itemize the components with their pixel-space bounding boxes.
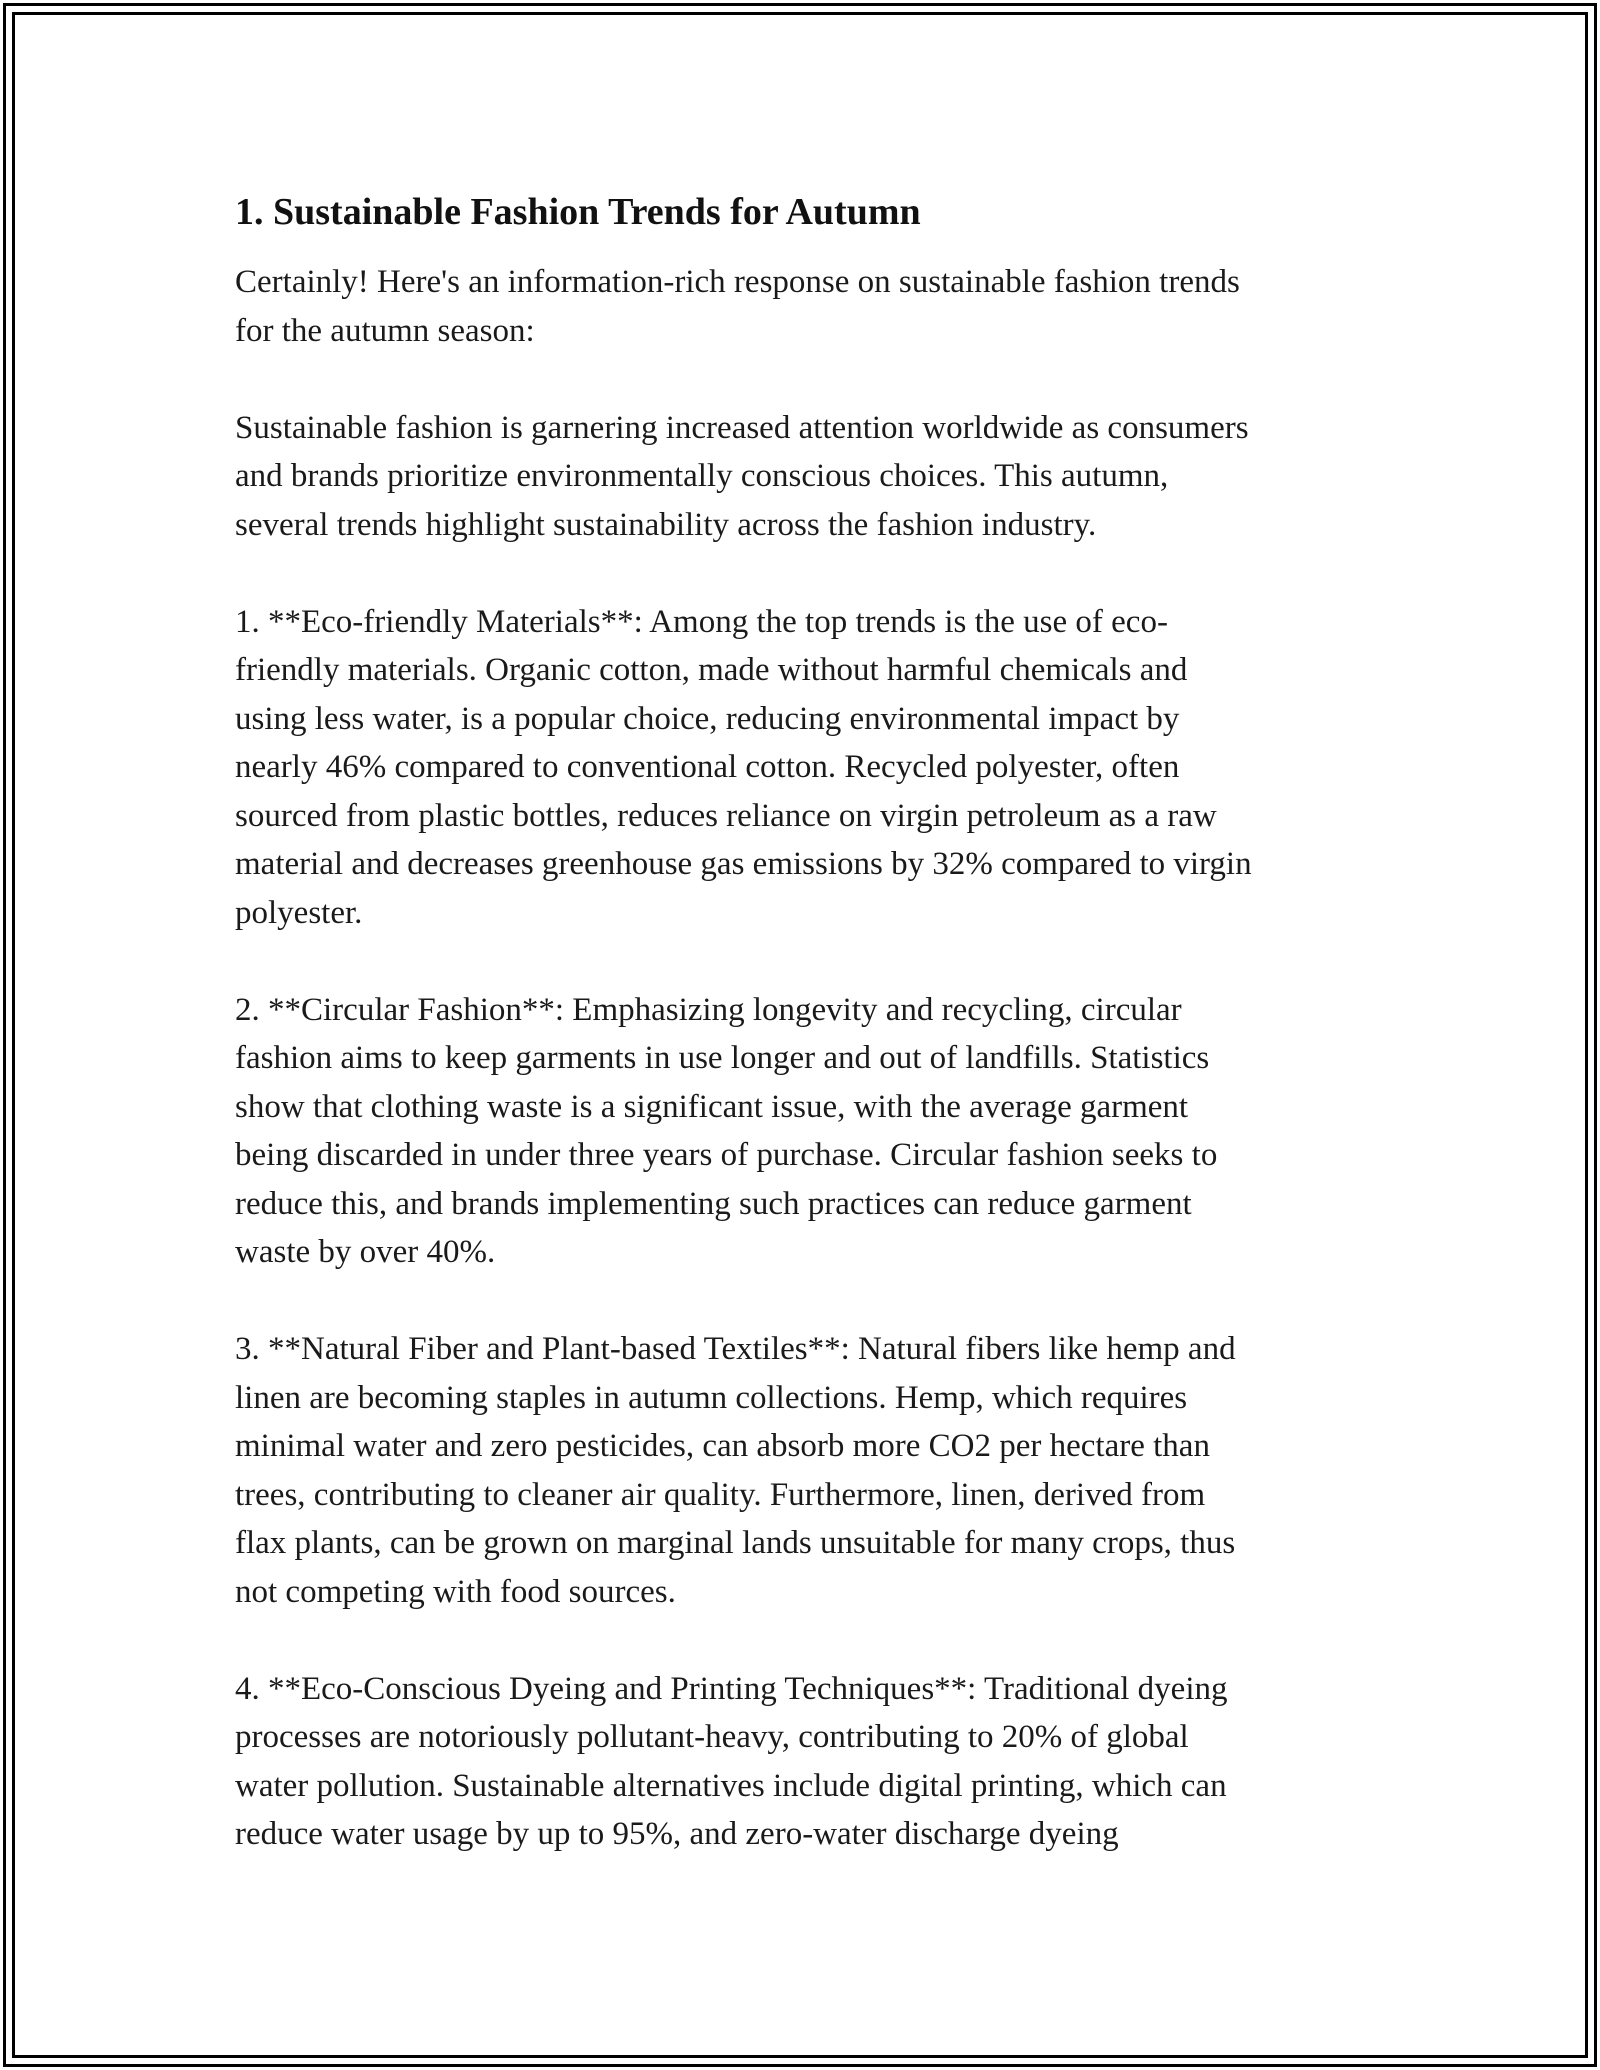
document-body xyxy=(235,186,1365,1859)
intro-paragraph: Certainly! Here's an information-rich response on sustainable fashion trends for the autumn season: xyxy=(235,264,1240,349)
trend-circular-fashion: 2. **Circular Fashion**: Emphasizing longevity and recycling, circular fashion aims to keep garments in use longer and out of landfills. Statistics show that clothing waste is a significant issue, with the average garment being discarded in under three years of purchase. Circular fashion seeks to reduce this, and brands implementing such practices can reduce garment waste by over 40%. xyxy=(235,991,1218,1270)
page-title: 1. Sustainable Fashion Trends for Autumn xyxy=(235,191,921,233)
trend-natural-fiber-textiles: 3. **Natural Fiber and Plant-based Textiles**: Natural fibers like hemp and linen are becoming staples in autumn collections. Hemp, which requires minimal water and zero pesticides, can absorb more CO2 per hectare than trees, contributing to cleaner air quality. Furthermore, linen, derived from flax plants, can be grown on marginal lands unsuitable for many crops, thus not competing with food sources. xyxy=(235,1331,1236,1610)
overview-paragraph: Sustainable fashion is garnering increased attention worldwide as consumers and brands prioritize environmentally conscious choices. This autumn, several trends highlight sustainability across the fashion industry. xyxy=(235,409,1249,543)
trend-eco-conscious-dyeing: 4. **Eco-Conscious Dyeing and Printing Techniques**: Traditional dyeing processes are notoriously pollutant-heavy, contributing to 20% of global water pollution. Sustainable alternatives include digital printing, which can reduce water usage by up to 95%, and zero-water discharge dyeing xyxy=(235,1670,1228,1852)
trend-eco-friendly-materials: 1. **Eco-friendly Materials**: Among the top trends is the use of eco- friendly materials. Organic cotton, made without harmful chemicals and using less water, is a popular choice, reducing environmental impact by nearly 46% compared to conventional cotton. Recycled polyester, often sourced from plastic bottles, reduces reliance on virgin petroleum as a raw material and decreases greenhouse gas emissions by 32% compared to virgin polyester. xyxy=(235,603,1252,931)
